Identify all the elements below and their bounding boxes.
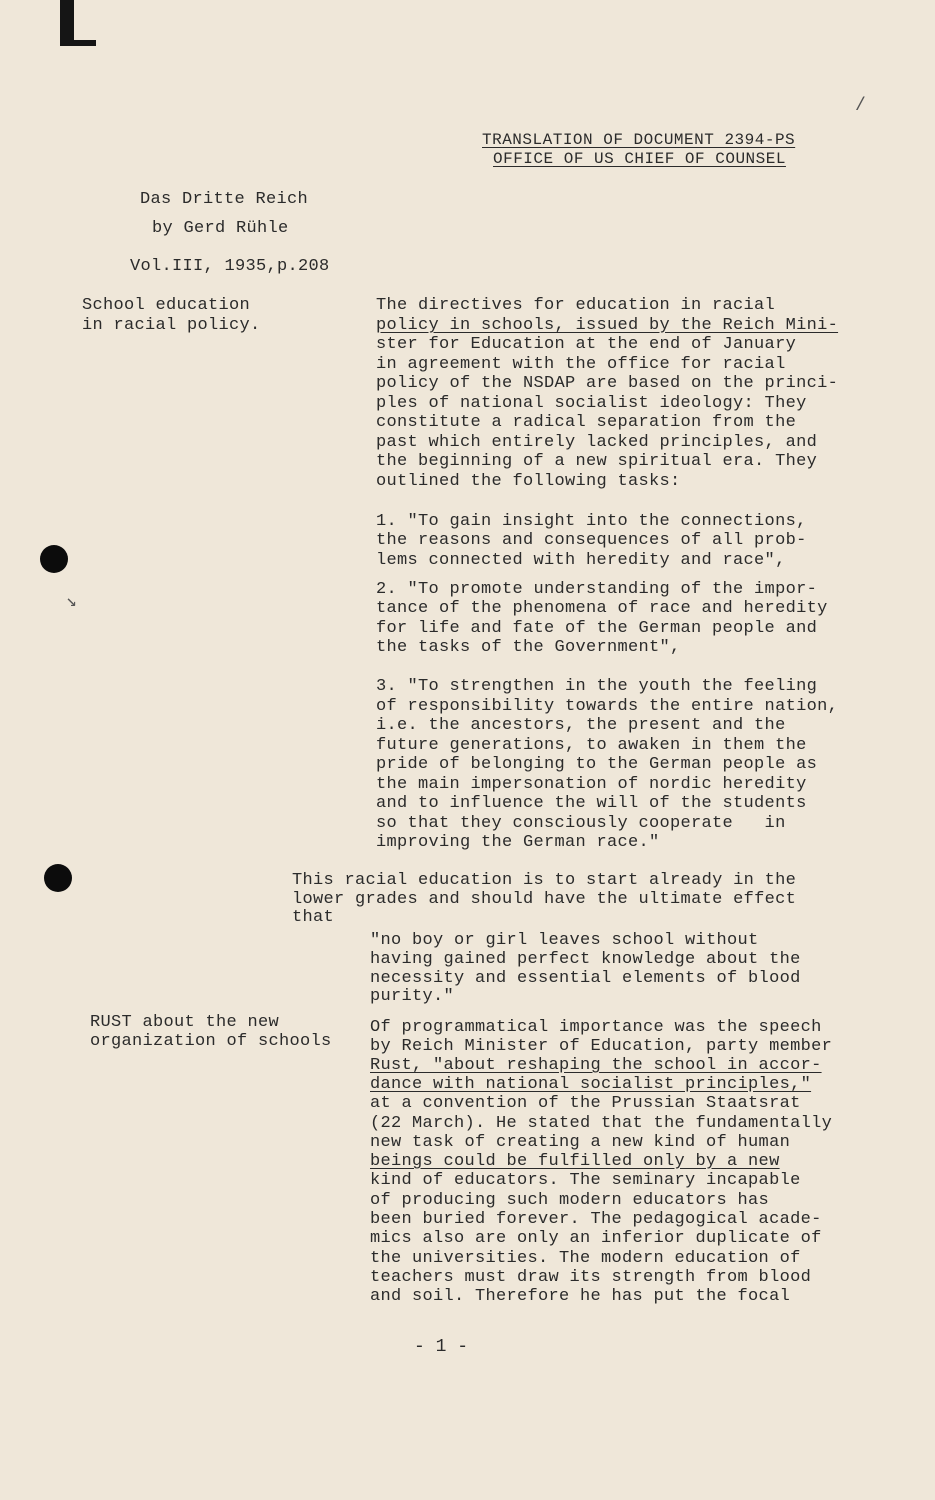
para1-line: policy of the NSDAP are based on the princi-: [376, 374, 839, 393]
task1-line: 1. "To gain insight into the connections,: [376, 512, 807, 531]
margin-arrow-mark: ↘: [66, 592, 77, 612]
task2-line: for life and fate of the German people and: [376, 619, 818, 638]
header-line-2: OFFICE OF US CHIEF OF COUNSEL: [493, 150, 786, 168]
task3-line: and to influence the will of the students: [376, 794, 807, 813]
header-line-1: TRANSLATION OF DOCUMENT 2394-PS: [482, 131, 796, 149]
para1-line: ster for Education at the end of January: [376, 335, 797, 354]
quote-line: purity.": [370, 987, 455, 1006]
task3-line: 3. "To strengthen in the youth the feeling: [376, 677, 818, 696]
punch-hole-top: [40, 545, 68, 573]
task3-line: the main impersonation of nordic heredity: [376, 775, 807, 794]
source-volume: Vol.III, 1935,p.208: [130, 257, 330, 276]
task1-line: the reasons and consequences of all prob-: [376, 531, 807, 550]
para1-line: in agreement with the office for racial: [376, 355, 786, 374]
para1-line: policy in schools, issued by the Reich Mini-: [376, 316, 839, 335]
pencil-check-mark: /: [855, 96, 866, 116]
task3-line: of responsibility towards the entire nation,: [376, 697, 839, 716]
rust-para-line: at a convention of the Prussian Staatsrat: [370, 1094, 801, 1113]
staple-mark-tail: [66, 40, 96, 46]
task3-line: pride of belonging to the German people as: [376, 755, 818, 774]
rust-para-line: Of programmatical importance was the speech: [370, 1018, 822, 1037]
rust-para-line: of producing such modern educators has: [370, 1191, 770, 1210]
quote-line: necessity and essential elements of blood: [370, 969, 801, 988]
source-author: by Gerd Rühle: [152, 219, 289, 238]
rust-para-line: (22 March). He stated that the fundamentally: [370, 1114, 833, 1133]
rust-para-line: Rust, "about reshaping the school in accor-: [370, 1056, 822, 1075]
task2-line: the tasks of the Government",: [376, 638, 681, 657]
margin-note-school-2: in racial policy.: [82, 316, 261, 335]
rust-para-line: and soil. Therefore he has put the focal: [370, 1287, 791, 1306]
task3-line: i.e. the ancestors, the present and the: [376, 716, 786, 735]
task2-line: tance of the phenomena of race and heredity: [376, 599, 828, 618]
para1-line: the beginning of a new spiritual era. They: [376, 452, 818, 471]
rust-para-line: been buried forever. The pedagogical acade-: [370, 1210, 822, 1229]
task3-line: so that they consciously cooperate in: [376, 814, 786, 833]
task3-line: future generations, to awaken in them the: [376, 736, 807, 755]
source-title: Das Dritte Reich: [140, 190, 309, 209]
task2-line: 2. "To promote understanding of the impor-: [376, 580, 818, 599]
rust-para-line: the universities. The modern education of: [370, 1249, 801, 1268]
rust-para-line: dance with national socialist principles,": [370, 1075, 812, 1094]
para1-line: outlined the following tasks:: [376, 472, 681, 491]
task1-line: lems connected with heredity and race",: [376, 551, 786, 570]
racial-education-line: lower grades and should have the ultimate effect: [292, 890, 797, 909]
rust-para-line: teachers must draw its strength from blood: [370, 1268, 812, 1287]
racial-education-line: that: [292, 908, 335, 927]
para1-line: past which entirely lacked principles, and: [376, 433, 818, 452]
quote-line: "no boy or girl leaves school without: [370, 931, 759, 950]
para1-line: constitute a radical separation from the: [376, 413, 797, 432]
rust-para-line: by Reich Minister of Education, party member: [370, 1037, 833, 1056]
page-number: - 1 -: [414, 1337, 469, 1357]
margin-note-school-1: School education: [82, 296, 251, 315]
task3-line: improving the German race.": [376, 833, 660, 852]
rust-para-line: kind of educators. The seminary incapable: [370, 1171, 801, 1190]
rust-para-line: new task of creating a new kind of human: [370, 1133, 791, 1152]
margin-note-rust-1: RUST about the new: [90, 1013, 280, 1032]
rust-para-line: mics also are only an inferior duplicate of: [370, 1229, 822, 1248]
para1-line: ples of national socialist ideology: They: [376, 394, 807, 413]
margin-note-rust-2: organization of schools: [90, 1032, 332, 1051]
para1-line: The directives for education in racial: [376, 296, 776, 315]
racial-education-line: This racial education is to start already in the: [292, 871, 797, 890]
rust-para-line: beings could be fulfilled only by a new: [370, 1152, 780, 1171]
quote-line: having gained perfect knowledge about the: [370, 950, 801, 969]
punch-hole-bottom: [44, 864, 72, 892]
